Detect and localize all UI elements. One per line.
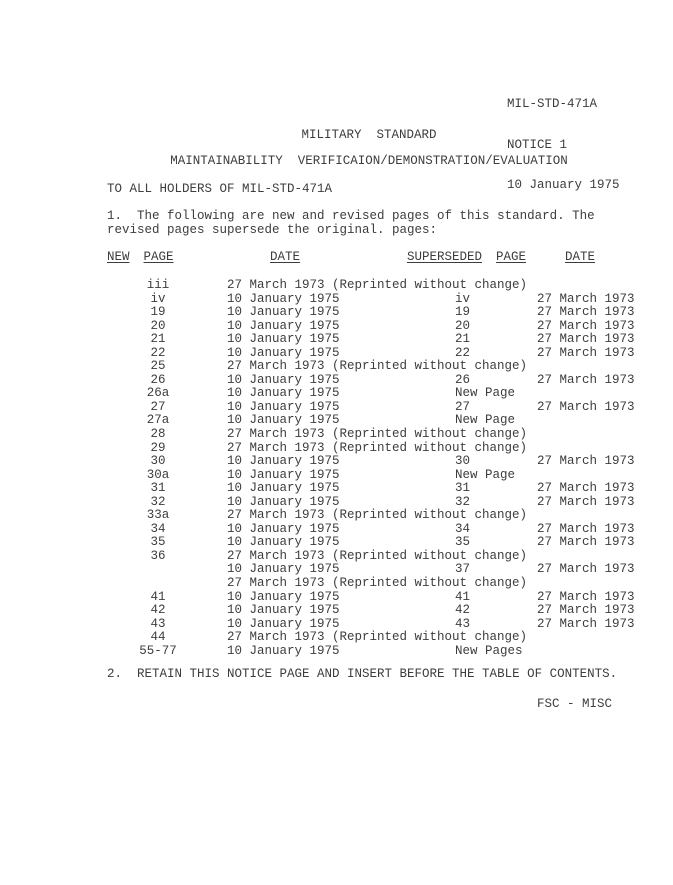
- date-cell: 27 March 1973 (Reprinted without change): [227, 630, 528, 645]
- table-row: [0, 631, 673, 645]
- table-row: [0, 347, 673, 361]
- table-row: [0, 414, 673, 428]
- superseded-date-cell: 27 March 1973: [537, 305, 635, 320]
- table-row: [0, 293, 673, 307]
- date-cell: 10 January 1975: [227, 386, 340, 401]
- superseded-date-cell: 27 March 1973: [537, 494, 635, 509]
- document-reference-block: [507, 71, 620, 220]
- new-page-cell: 43: [150, 616, 166, 631]
- superseded-page-cell: 26: [455, 372, 471, 387]
- table-row: [0, 618, 673, 632]
- paragraph-1-line-2: revised pages supersede the original. pages:: [107, 223, 438, 237]
- new-page-cell: 34: [150, 521, 166, 536]
- superseded-page-cell: New Pages: [455, 643, 523, 658]
- new-page-cell: 20: [150, 318, 166, 333]
- superseded-page-cell: iv: [455, 291, 471, 306]
- superseded-date-cell: 27 March 1973: [537, 332, 635, 347]
- table-row: [0, 374, 673, 388]
- superseded-date-cell: 27 March 1973: [537, 399, 635, 414]
- column-header-new-page: [107, 251, 174, 265]
- column-header-superseded-word-1: SUPERSEDED: [407, 250, 483, 264]
- new-page-cell: 32: [150, 494, 166, 509]
- superseded-page-cell: 35: [455, 535, 471, 550]
- column-header-date: DATE: [270, 250, 301, 264]
- date-cell: 27 March 1973 (Reprinted without change): [227, 508, 528, 523]
- date-cell: 27 March 1973 (Reprinted without change): [227, 440, 528, 455]
- new-page-cell: 21: [150, 332, 166, 347]
- new-page-cell: 29: [150, 440, 166, 455]
- date-cell: 27 March 1973 (Reprinted without change): [227, 359, 528, 374]
- superseded-page-cell: New Page: [455, 386, 516, 401]
- table-row: [0, 360, 673, 374]
- table-row: [0, 591, 673, 605]
- new-page-cell: 27a: [146, 413, 170, 428]
- new-page-cell: 27: [150, 399, 166, 414]
- pages-table: [0, 279, 673, 658]
- new-page-cell: 26: [150, 372, 166, 387]
- table-row: [0, 536, 673, 550]
- fsc-code: FSC - MISC: [537, 697, 613, 711]
- date-cell: 27 March 1973 (Reprinted without change): [227, 576, 528, 591]
- document-subtitle: MAINTAINABILITY VERIFICAION/DEMONSTRATION/EVALUATION: [170, 154, 568, 168]
- doc-ref-standard: MIL-STD-471A: [507, 97, 598, 111]
- superseded-date-cell: 27 March 1973: [537, 372, 635, 387]
- superseded-date-cell: 27 March 1973: [537, 291, 635, 306]
- document-title: MILITARY STANDARD: [301, 128, 437, 142]
- table-row: [0, 442, 673, 456]
- table-row: [0, 604, 673, 618]
- doc-ref-notice: NOTICE 1: [507, 137, 568, 152]
- date-cell: 10 January 1975: [227, 345, 340, 360]
- table-row: [0, 482, 673, 496]
- column-header-new-page-word-1: NEW: [107, 250, 130, 264]
- date-cell: 10 January 1975: [227, 467, 340, 482]
- date-cell: 10 January 1975: [227, 399, 340, 414]
- new-page-cell: 35: [150, 535, 166, 550]
- table-row: [0, 645, 673, 659]
- table-row: [0, 550, 673, 564]
- superseded-date-cell: 27 March 1973: [537, 535, 635, 550]
- superseded-page-cell: 37: [455, 562, 471, 577]
- date-cell: 10 January 1975: [227, 589, 340, 604]
- table-row: [0, 306, 673, 320]
- superseded-date-cell: 27 March 1973: [537, 481, 635, 496]
- superseded-page-cell: New Page: [455, 467, 516, 482]
- superseded-page-cell: 41: [455, 589, 471, 604]
- table-row: [0, 428, 673, 442]
- superseded-page-cell: 31: [455, 481, 471, 496]
- superseded-page-cell: 22: [455, 345, 471, 360]
- superseded-page-cell: 32: [455, 494, 471, 509]
- date-cell: 27 March 1973 (Reprinted without change): [227, 548, 528, 563]
- table-row: [0, 279, 673, 293]
- date-cell: 27 March 1973 (Reprinted without change): [227, 427, 528, 442]
- table-row: [0, 387, 673, 401]
- date-cell: 10 January 1975: [227, 616, 340, 631]
- table-row: [0, 320, 673, 334]
- date-cell: 10 January 1975: [227, 305, 340, 320]
- date-cell: 10 January 1975: [227, 521, 340, 536]
- table-row: [0, 577, 673, 591]
- column-header-new-page-word-2: PAGE: [143, 250, 174, 264]
- table-row: [0, 509, 673, 523]
- date-cell: 10 January 1975: [227, 413, 340, 428]
- new-page-cell: 22: [150, 345, 166, 360]
- date-cell: 10 January 1975: [227, 603, 340, 618]
- superseded-page-cell: 43: [455, 616, 471, 631]
- new-page-cell: 55-77: [139, 643, 177, 658]
- superseded-date-cell: 27 March 1973: [537, 318, 635, 333]
- new-page-cell: 30: [150, 454, 166, 469]
- superseded-page-cell: 19: [455, 305, 471, 320]
- date-cell: 10 January 1975: [227, 494, 340, 509]
- date-cell: 10 January 1975: [227, 535, 340, 550]
- table-row: [0, 333, 673, 347]
- date-cell: 10 January 1975: [227, 643, 340, 658]
- superseded-date-cell: 27 March 1973: [537, 616, 635, 631]
- date-cell: 10 January 1975: [227, 318, 340, 333]
- new-page-cell: iv: [150, 291, 166, 306]
- column-header-superseded-page: [407, 251, 526, 265]
- superseded-page-cell: 34: [455, 521, 471, 536]
- superseded-page-cell: New Page: [455, 413, 516, 428]
- new-page-cell: 36: [150, 548, 166, 563]
- new-page-cell: 26a: [146, 386, 170, 401]
- paragraph-2: 2. RETAIN THIS NOTICE PAGE AND INSERT BEFORE THE TABLE OF CONTENTS.: [107, 667, 618, 681]
- column-header-superseded-date: DATE: [565, 250, 596, 264]
- superseded-page-cell: 20: [455, 318, 471, 333]
- table-row: [0, 455, 673, 469]
- date-cell: 10 January 1975: [227, 562, 340, 577]
- new-page-cell: 19: [150, 305, 166, 320]
- new-page-cell: 25: [150, 359, 166, 374]
- superseded-page-cell: 30: [455, 454, 471, 469]
- superseded-date-cell: 27 March 1973: [537, 589, 635, 604]
- new-page-cell: 41: [150, 589, 166, 604]
- superseded-page-cell: 42: [455, 603, 471, 618]
- superseded-date-cell: 27 March 1973: [537, 562, 635, 577]
- new-page-cell: 44: [150, 630, 166, 645]
- superseded-date-cell: 27 March 1973: [537, 345, 635, 360]
- new-page-cell: 42: [150, 603, 166, 618]
- superseded-date-cell: 27 March 1973: [537, 603, 635, 618]
- superseded-date-cell: 27 March 1973: [537, 521, 635, 536]
- doc-ref-date: 10 January 1975: [507, 178, 620, 192]
- new-page-cell: 33a: [146, 508, 170, 523]
- new-page-cell: 28: [150, 427, 166, 442]
- date-cell: 10 January 1975: [227, 372, 340, 387]
- table-row: [0, 523, 673, 537]
- table-row: [0, 469, 673, 483]
- new-page-cell: iii: [146, 278, 170, 292]
- column-header-superseded-word-2: PAGE: [496, 250, 527, 264]
- superseded-page-cell: 21: [455, 332, 471, 347]
- superseded-page-cell: 27: [455, 399, 471, 414]
- date-cell: 10 January 1975: [227, 481, 340, 496]
- date-cell: 10 January 1975: [227, 332, 340, 347]
- table-row: [0, 496, 673, 510]
- date-cell: 10 January 1975: [227, 291, 340, 306]
- addressee-line: TO ALL HOLDERS OF MIL-STD-471A: [107, 182, 333, 196]
- superseded-date-cell: 27 March 1973: [537, 454, 635, 469]
- date-cell: 10 January 1975: [227, 454, 340, 469]
- paragraph-1-line-1: 1. The following are new and revised pages of this standard. The: [107, 209, 595, 223]
- date-cell: 27 March 1973 (Reprinted without change): [227, 278, 528, 292]
- table-row: [0, 563, 673, 577]
- new-page-cell: 30a: [146, 467, 170, 482]
- new-page-cell: 31: [150, 481, 166, 496]
- table-row: [0, 401, 673, 415]
